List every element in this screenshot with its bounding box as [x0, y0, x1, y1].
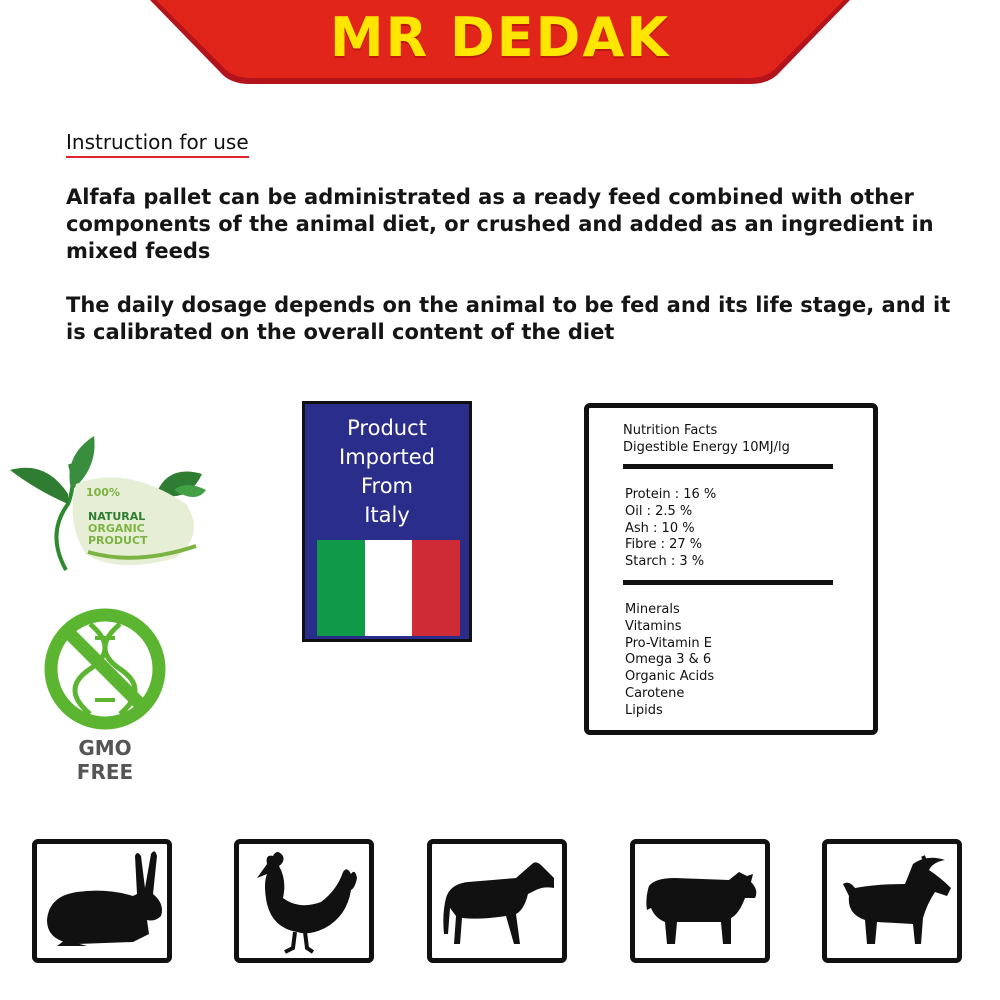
gmo-free-dna-icon	[40, 604, 170, 734]
organic-product-text: PRODUCT	[88, 534, 148, 547]
nutrition-analysis-list	[625, 487, 716, 571]
flag-green-band	[317, 540, 365, 636]
organic-leaf-icon	[6, 434, 206, 574]
component-item: Lipids	[625, 702, 663, 718]
organic-organic-text: ORGANIC	[88, 522, 145, 535]
origin-line-1: Product	[347, 416, 427, 440]
free-text: FREE	[76, 760, 134, 784]
analysis-item: Fibre : 27 %	[625, 537, 703, 553]
cow-icon	[635, 844, 765, 958]
nutrition-components-list	[625, 602, 714, 720]
brand-banner	[150, 0, 850, 84]
origin-line-4: Italy	[364, 503, 410, 527]
component-item: Omega 3 & 6	[625, 652, 712, 668]
goat-icon	[827, 844, 957, 958]
gmo-free-label	[40, 736, 170, 784]
component-item: Vitamins	[625, 618, 682, 634]
animal-tile-cow	[630, 839, 770, 963]
rabbit-icon	[37, 844, 167, 958]
animal-tile-horse	[427, 839, 567, 963]
brand-title: MR DEDAK	[329, 6, 671, 69]
organic-percent-text: 100%	[86, 486, 120, 499]
component-item: Carotene	[625, 685, 685, 701]
analysis-item: Starch : 3 %	[625, 554, 705, 570]
nutrition-energy: Digestible Energy 10MJ/lg	[623, 440, 790, 455]
italy-flag-icon	[317, 540, 460, 636]
flag-red-band	[412, 540, 460, 636]
horse-icon	[432, 844, 562, 958]
origin-label	[302, 401, 472, 642]
animal-tile-chicken	[234, 839, 374, 963]
flag-white-band	[365, 540, 413, 636]
nutrition-facts-panel	[584, 403, 878, 735]
origin-line-2: Imported	[339, 445, 435, 469]
gmo-text: GMO	[78, 736, 132, 760]
nutrition-header	[623, 422, 790, 456]
analysis-item: Ash : 10 %	[625, 520, 695, 536]
nutrition-title: Nutrition Facts	[623, 423, 718, 438]
chicken-icon	[239, 844, 369, 958]
instructions-paragraph-2: The daily dosage depends on the animal to be fed and its life stage, and it is calibrated on the overall content of the diet	[66, 293, 951, 344]
analysis-item: Protein : 16 %	[625, 487, 717, 502]
nutrition-divider-2	[623, 580, 833, 585]
instructions-paragraph-1: Alfafa pallet can be administrated as a ready feed combined with other components of the animal diet, or crushed and added as an ingredient in mixed feeds	[66, 185, 934, 263]
nutrition-divider-1	[623, 464, 833, 469]
origin-text	[305, 414, 469, 530]
animal-tile-goat	[822, 839, 962, 963]
origin-line-3: From	[360, 474, 414, 498]
organic-badge	[6, 434, 206, 574]
analysis-item: Oil : 2.5 %	[625, 503, 693, 519]
component-item: Organic Acids	[625, 669, 715, 685]
component-item: Pro-Vitamin E	[625, 635, 712, 651]
component-item: Minerals	[625, 602, 680, 617]
gmo-free-badge	[40, 604, 170, 794]
instructions-heading: Instruction for use	[66, 130, 249, 158]
organic-natural-text: NATURAL	[88, 510, 146, 523]
animal-tile-rabbit	[32, 839, 172, 963]
